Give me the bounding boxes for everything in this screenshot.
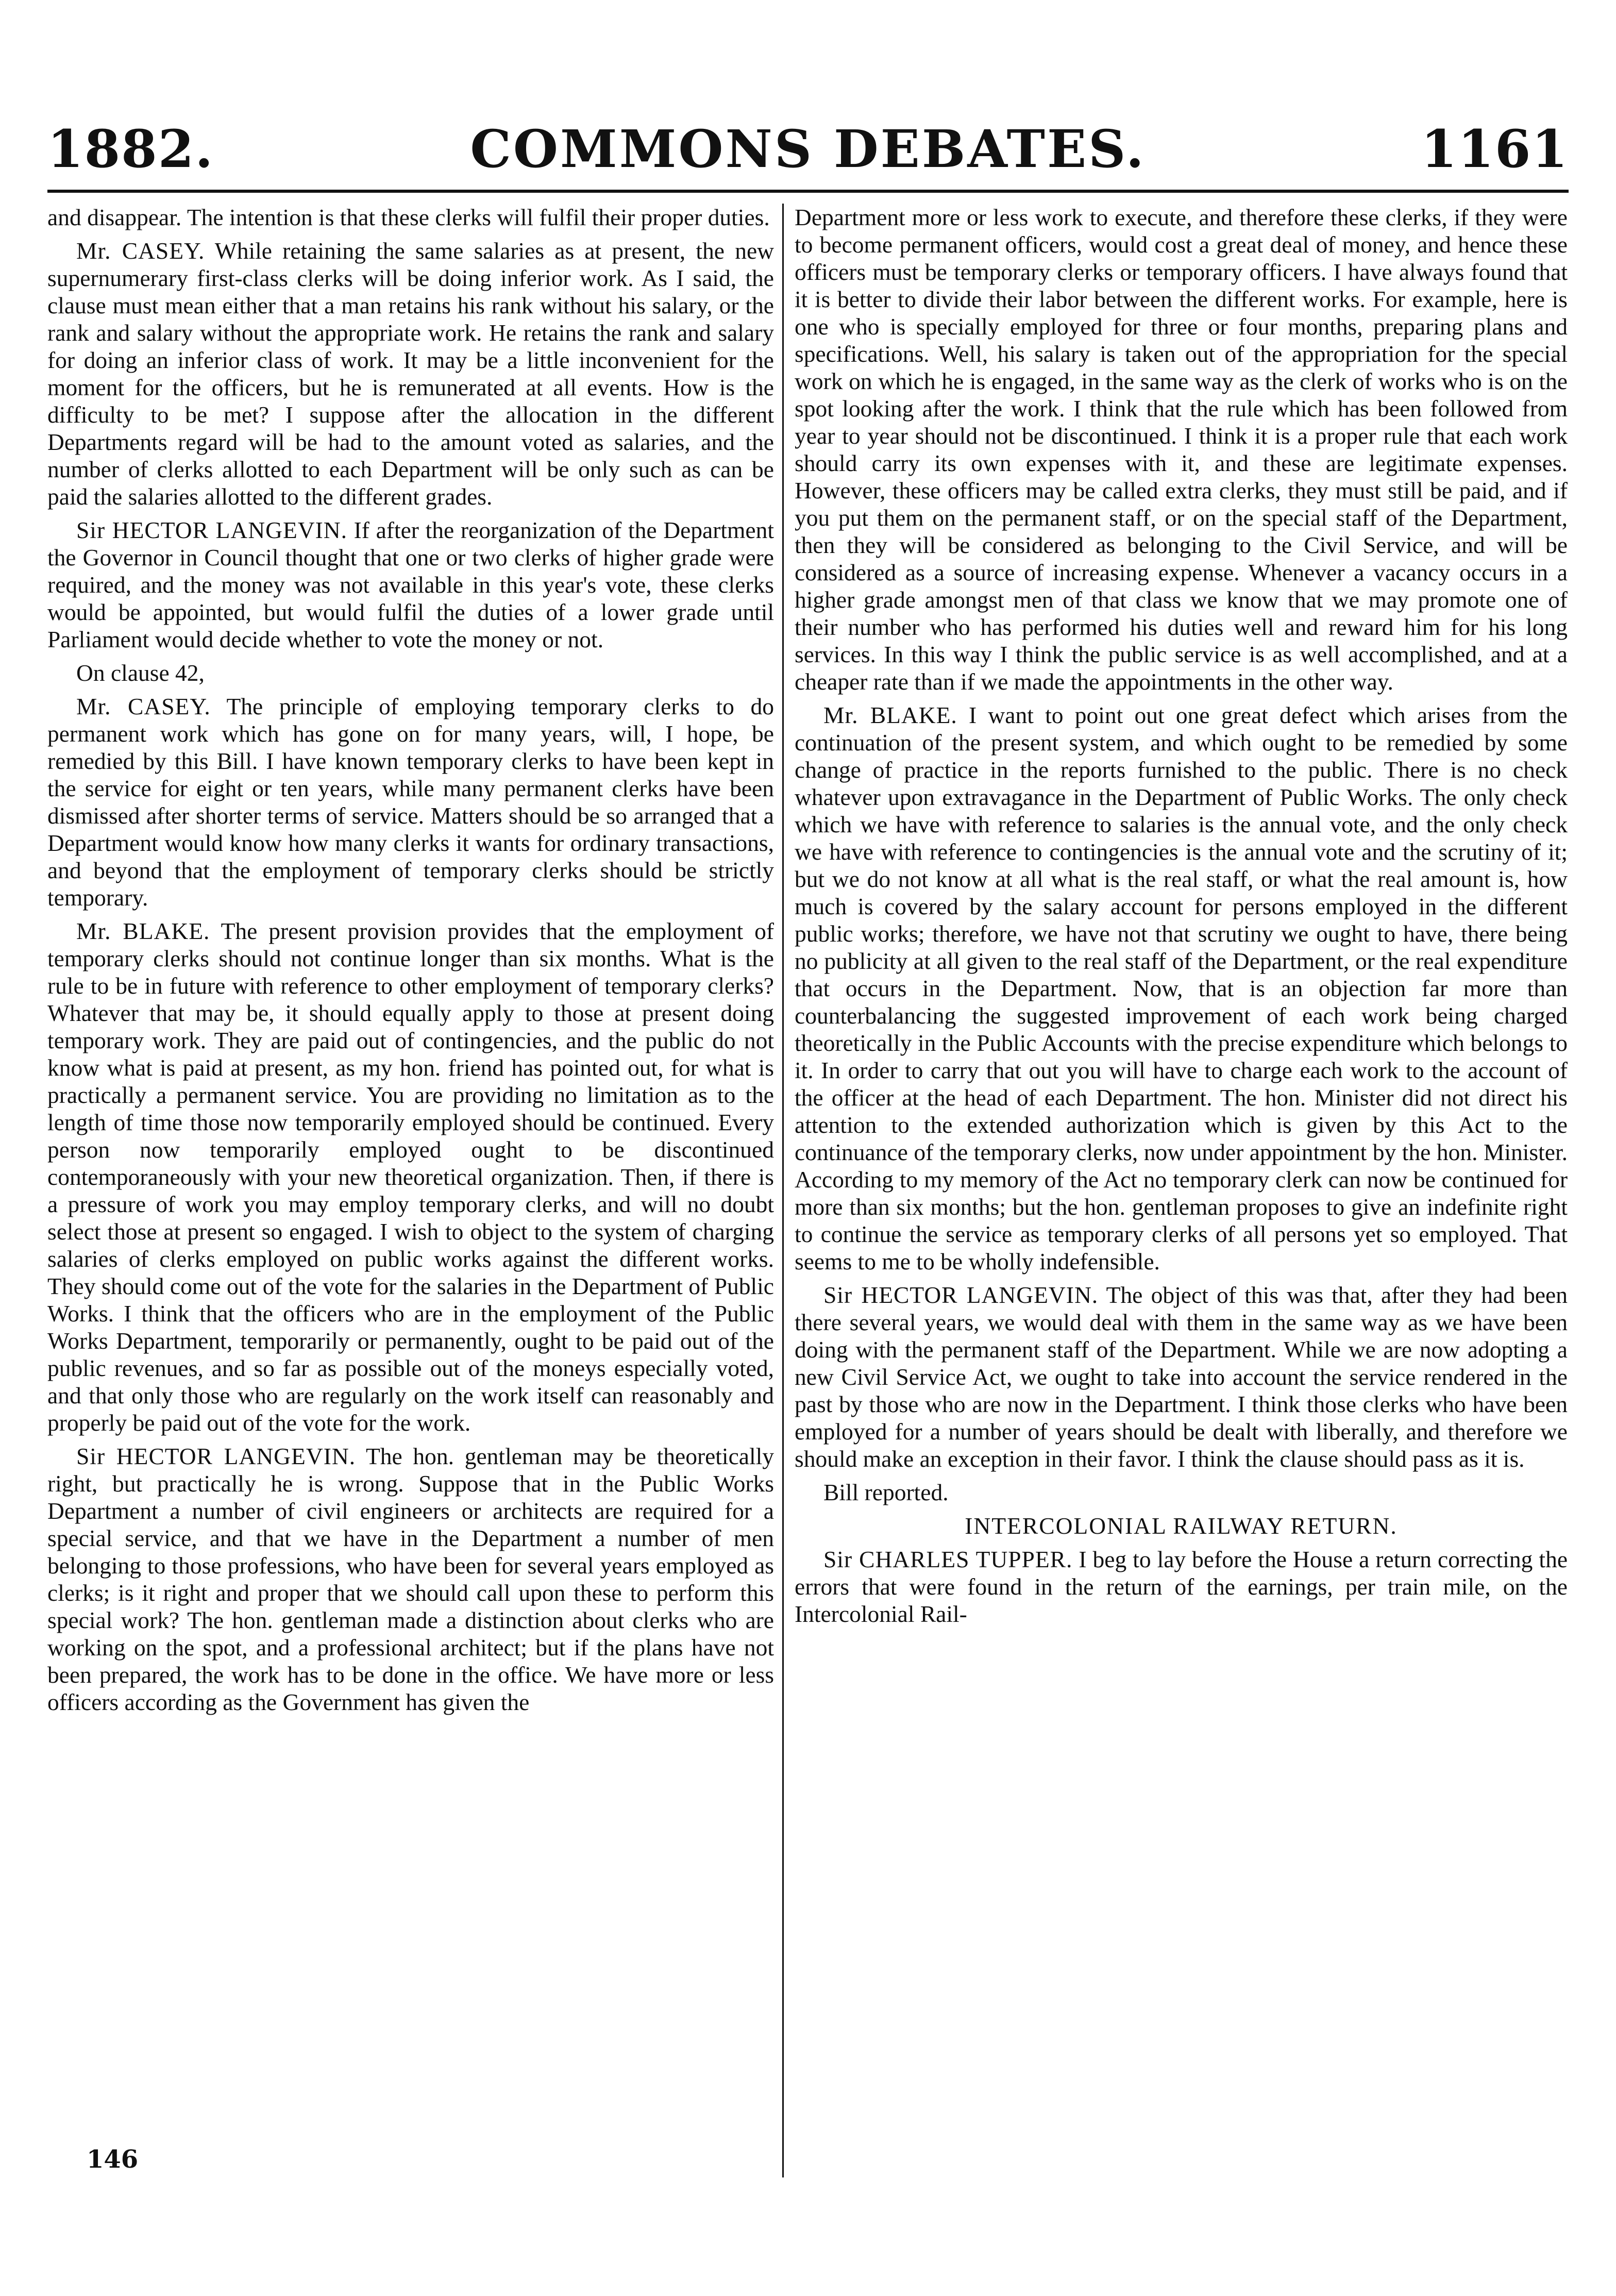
paragraph xyxy=(795,204,1568,695)
left-column xyxy=(47,204,774,2162)
speaker-name: Mr. BLAKE. xyxy=(823,702,957,728)
signature-mark: 146 xyxy=(87,2145,139,2174)
speech-text: The object of this was that, after they had been there several years, we would deal with them in the same way as we have been doing with the permanent staff of the Department. While we are now adopting a new Civil Service Act, we ought to take into account the service rendered in the past by those who are now in the Department. I think those clerks who have been employed for a number of years should be dealt with liberally, and therefore we should make an exception in their favor. I think the clause should pass as it is. xyxy=(795,1282,1568,1472)
speech-text: Department more or less work to execute, and therefore these clerks, if they were to become permanent officers, would cost a great deal of money, and hence these officers must be temporary clerks or temporary officers. I have always found that it is better to divide their labor between the different works. For example, here is one who is specially employed for three or four months, preparing plans and specifications. Well, his salary is taken out of the appropriation for the special work on which he is engaged, in the same way as the clerk of works who is on the spot looking after the work. I think that the rule which has been followed from year to year should not be discontinued. I think it is a proper rule that each work should carry its own expenses with it, and these are legitimate expenses. However, these officers may be called extra clerks, they must still be paid, and if you put them on the permanent staff, or on the special staff of the Department, then they will be considered as belonging to the Civil Service, and will be considered as a source of increasing expense. Whenever a vacancy occurs in a higher grade amongst men of that class we know that we may promote one of their number who has performed his duties well and reward him for his long services. In this way I think the public service is as well accomplished, and at a cheaper rate than if we made the appointments in the other way. xyxy=(795,204,1568,695)
page-header xyxy=(47,119,1569,180)
speech-text: I want to point out one great defect which arises from the continuation of the present system, and which ought to be remedied by some change of practice in the reports furnished to the public. There is no check whatever upon extravagance in the Department of Public Works. The only check which we have with reference to salaries is the annual vote, and the only check we have with reference to contingencies is the annual vote and the scrutiny of it; but we do not know at all what is the real staff, or what the real amount is, how much is covered by the salary account for persons employed in the different public works; therefore, we have not that scrutiny we ought to have, there being no publicity at all given to the real staff of the Department, or the real expenditure that occurs in the Department. Now, that is an objection far more than counterbalancing the suggested improvement of each work being charged theoretically in the Public Accounts with the precise expenditure which belongs to it. In order to carry that out you will have to charge each work to the account of the officer at the head of each Department. The hon. Minister did not direct his attention to the extended authorization which is given by this Act to the continuance of the temporary clerks, now under appointment by the hon. Minister. According to my memory of the Act no temporary clerk can now be continued for more than six months; but the hon. gentleman proposes to give an indefinite right to continue the service as temporary clerks of all persons yet so employed. That seems to me to be wholly indefensible. xyxy=(795,702,1568,1275)
paragraph xyxy=(47,1443,774,1716)
speech-text: The hon. gentleman may be theoretically right, but practically he is wrong. Suppose that in the Public Works Department a number of civil engineers or architects are required for a special service, and that we have in the Department a number of men belonging to those professions, who have been for several years employed as clerks; is it right and proper that we should call upon these to perform this special work? The hon. gentleman made a distinction about clerks who are working on the spot, and a professional architect; but if the plans have not been prepared, the work has to be done in the office. We have more or less officers according as the Government has given the xyxy=(47,1443,774,1715)
procedural-note: Bill reported. xyxy=(823,1479,949,1505)
speaker-name: Sir HECTOR LANGEVIN. xyxy=(823,1282,1099,1308)
header-page-number: 1161 xyxy=(1421,119,1569,179)
speaker-name: Sir HECTOR LANGEVIN. xyxy=(76,1443,356,1469)
speaker-name: Mr. CASEY. xyxy=(76,238,205,264)
header-title: COMMONS DEBATES. xyxy=(470,119,1146,179)
speech-text: The present provision provides that the employment of temporary clerks should not continue longer than six months. What is the rule to be in future with reference to other employment of temporary clerks? Whatever that may be, it should equally apply to those at present doing temporary work. They are paid out of contingencies, and the public do not know what is paid at present, as my hon. friend has pointed out, for what is practically a permanent service. You are providing no limitation as to the length of time those now temporarily employed should be continued. Every person now temporarily employed ought to be discontinued contemporaneously with your new theoretical organization. Then, if there is a pressure of work you may employ temporary clerks, and will no doubt select those at present so engaged. I wish to object to the system of charging salaries of clerks employed on public works against the different works. They should come out of the vote for the salaries in the Department of Public Works. I think that the officers who are in the employment of the Public Works Department, temporarily or permanently, ought to be paid out of the public revenues, and so far as possible out of the moneys especially voted, and that only those who are regularly on the work itself can reasonably and properly be paid out of the vote for the work. xyxy=(47,918,774,1436)
paragraph xyxy=(47,659,774,686)
speech-text: I beg to lay before the House a return correcting the errors that were found in the return of the earnings, per train mile, on the Intercolonial Rail- xyxy=(795,1546,1568,1627)
column-divider xyxy=(782,204,784,2177)
paragraph xyxy=(795,1281,1568,1472)
header-rule xyxy=(47,190,1569,193)
speech-text: The principle of employing temporary clerks to do permanent work which has gone on for many years, will, I hope, be remedied by this Bill. I have known temporary clerks to have been kept in the service for eight or ten years, while many permanent clerks have been dismissed after shorter terms of service. Matters should be so arranged that a Department would know how many clerks it wants for ordinary transactions, and beyond that the employment of temporary clerks should be strictly temporary. xyxy=(47,693,774,911)
header-year: 1882. xyxy=(47,119,214,179)
paragraph xyxy=(795,701,1568,1275)
paragraph xyxy=(47,516,774,653)
paragraph xyxy=(795,1479,1568,1506)
paragraph xyxy=(47,237,774,510)
right-column xyxy=(795,204,1568,2162)
speaker-name: Sir HECTOR LANGEVIN. xyxy=(76,517,347,543)
section-heading: INTERCOLONIAL RAILWAY RETURN. xyxy=(965,1513,1398,1539)
procedural-note: On clause 42, xyxy=(76,660,205,686)
speaker-name: Mr. CASEY. xyxy=(76,693,211,719)
paragraph xyxy=(47,693,774,911)
paragraph xyxy=(795,1546,1568,1628)
speech-text: While retaining the same salaries as at present, the new supernumerary first-class clerks will be doing inferior work. As I said, the clause must mean either that a man retains his rank without his salary, or the rank and salary without the appropriate work. He retains the rank and salary for doing an inferior class of work. It may be a little inconvenient for the moment for the officers, but he is remunerated at all events. How is the difficulty to be met? I suppose after the allocation in the different Departments regard will be had to the amount voted as salaries, and the number of clerks allotted to each Department will be only such as can be paid the salaries allotted to the different grades. xyxy=(47,238,774,510)
speaker-name: Mr. BLAKE. xyxy=(76,918,210,944)
paragraph xyxy=(47,917,774,1436)
speaker-name: Sir CHARLES TUPPER. xyxy=(823,1546,1073,1572)
paragraph: and disappear. The intention is that these clerks will fulfil their proper duties. xyxy=(47,204,770,230)
speech-text: If after the reorganization of the Department the Governor in Council thought that one or two clerks of higher grade were required, and the money was not available in this year's vote, these clerks would be appointed, but would fulfil the duties of a lower grade until Parliament would decide whether to vote the money or not. xyxy=(47,517,774,652)
